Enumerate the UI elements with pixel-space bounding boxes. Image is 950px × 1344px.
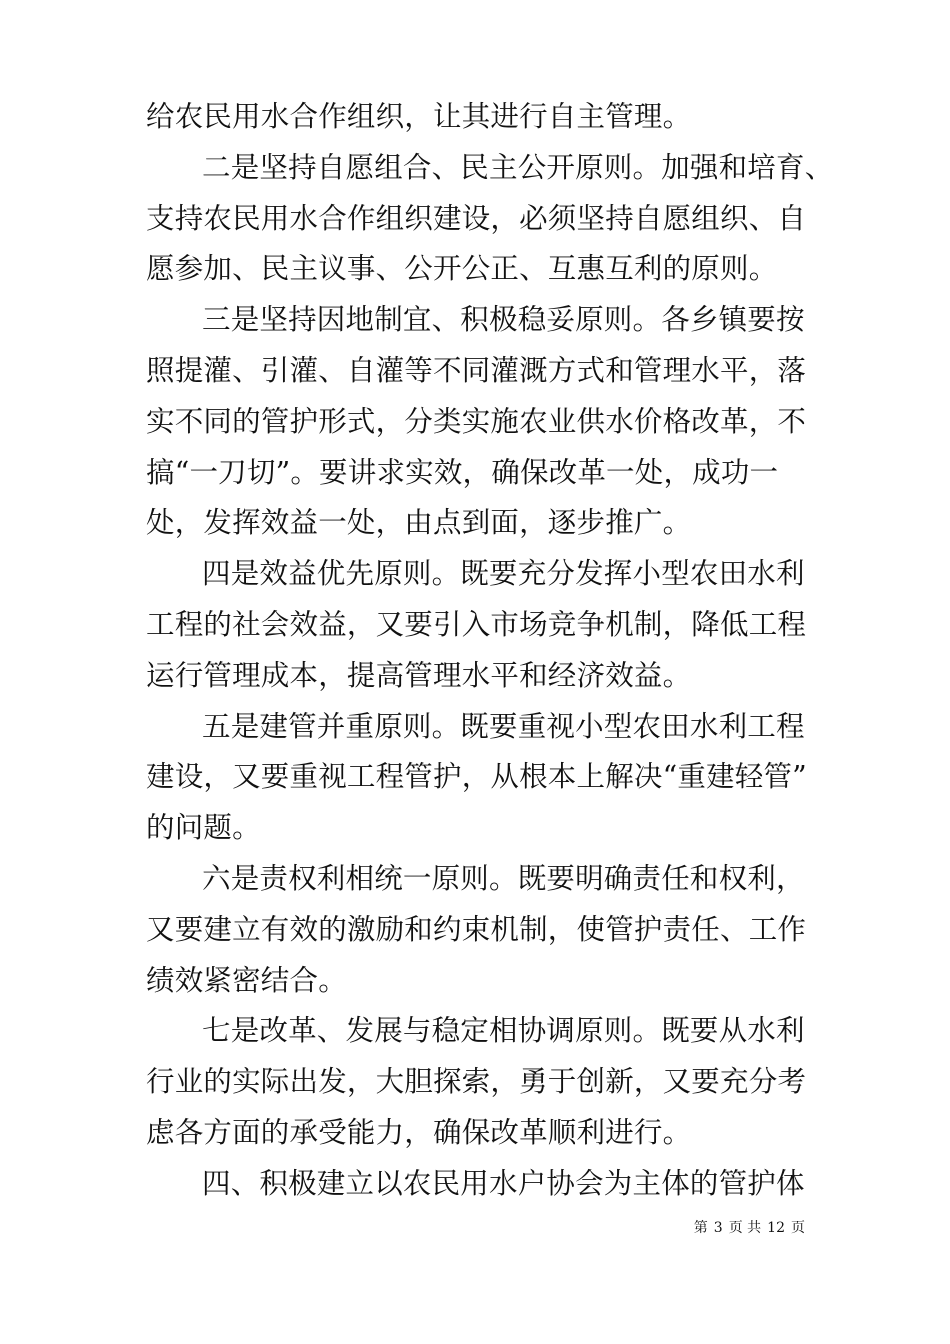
- text-line: 二是坚持自愿组合、民主公开原则。加强和培育、: [202, 150, 834, 184]
- text-line: 建设，又要重视工程管护，从根本上解决“重建轻管”: [146, 760, 807, 794]
- text-line: 运行管理成本，提高管理水平和经济效益。: [146, 658, 692, 692]
- text-line: 照提灌、引灌、自灌等不同灌溉方式和管理水平，落: [146, 353, 807, 387]
- text-line: 三是坚持因地制宜、积极稳妥原则。各乡镇要按: [202, 303, 805, 337]
- text-line: 实不同的管护形式，分类实施农业供水价格改革，不: [146, 404, 807, 438]
- text-line: 处，发挥效益一处，由点到面，逐步推广。: [146, 506, 692, 540]
- total-page-count: 12: [767, 1220, 785, 1236]
- page-footer: [694, 1218, 805, 1238]
- text-line: 虑各方面的承受能力，确保改革顺利进行。: [146, 1115, 692, 1149]
- text-line: 行业的实际出发，大胆探索，勇于创新，又要充分考: [146, 1065, 807, 1099]
- text-line: 七是改革、发展与稳定相协调原则。既要从水利: [202, 1014, 805, 1048]
- text-line: 五是建管并重原则。既要重视小型农田水利工程: [202, 709, 805, 743]
- text-line: 又要建立有效的激励和约束机制，使管护责任、工作: [146, 912, 807, 946]
- text-line: 搞“一刀切”。要讲求实效，确保改革一处，成功一: [146, 455, 779, 489]
- text-line: 四、积极建立以农民用水户协会为主体的管护体: [202, 1166, 805, 1200]
- text-line: 六是责权利相统一原则。既要明确责任和权利，: [202, 861, 805, 895]
- footer-prefix: 第: [693, 1220, 708, 1236]
- text-line: 绩效紧密结合。: [146, 963, 347, 997]
- text-line: 支持农民用水合作组织建设，必须坚持自愿组织、自: [146, 201, 807, 235]
- text-line: 四是效益优先原则。既要充分发挥小型农田水利: [202, 557, 805, 591]
- text-line: 给农民用水合作组织，让其进行自主管理。: [146, 100, 692, 133]
- footer-middle: 页 共: [728, 1220, 762, 1236]
- text-line: 愿参加、民主议事、公开公正、互惠互利的原则。: [146, 252, 778, 286]
- current-page-number: 3: [713, 1220, 723, 1236]
- body-text: [146, 92, 834, 1210]
- text-line: 的问题。: [146, 811, 261, 845]
- footer-suffix: 页: [791, 1220, 805, 1236]
- text-line: 工程的社会效益，又要引入市场竞争机制，降低工程: [146, 607, 807, 641]
